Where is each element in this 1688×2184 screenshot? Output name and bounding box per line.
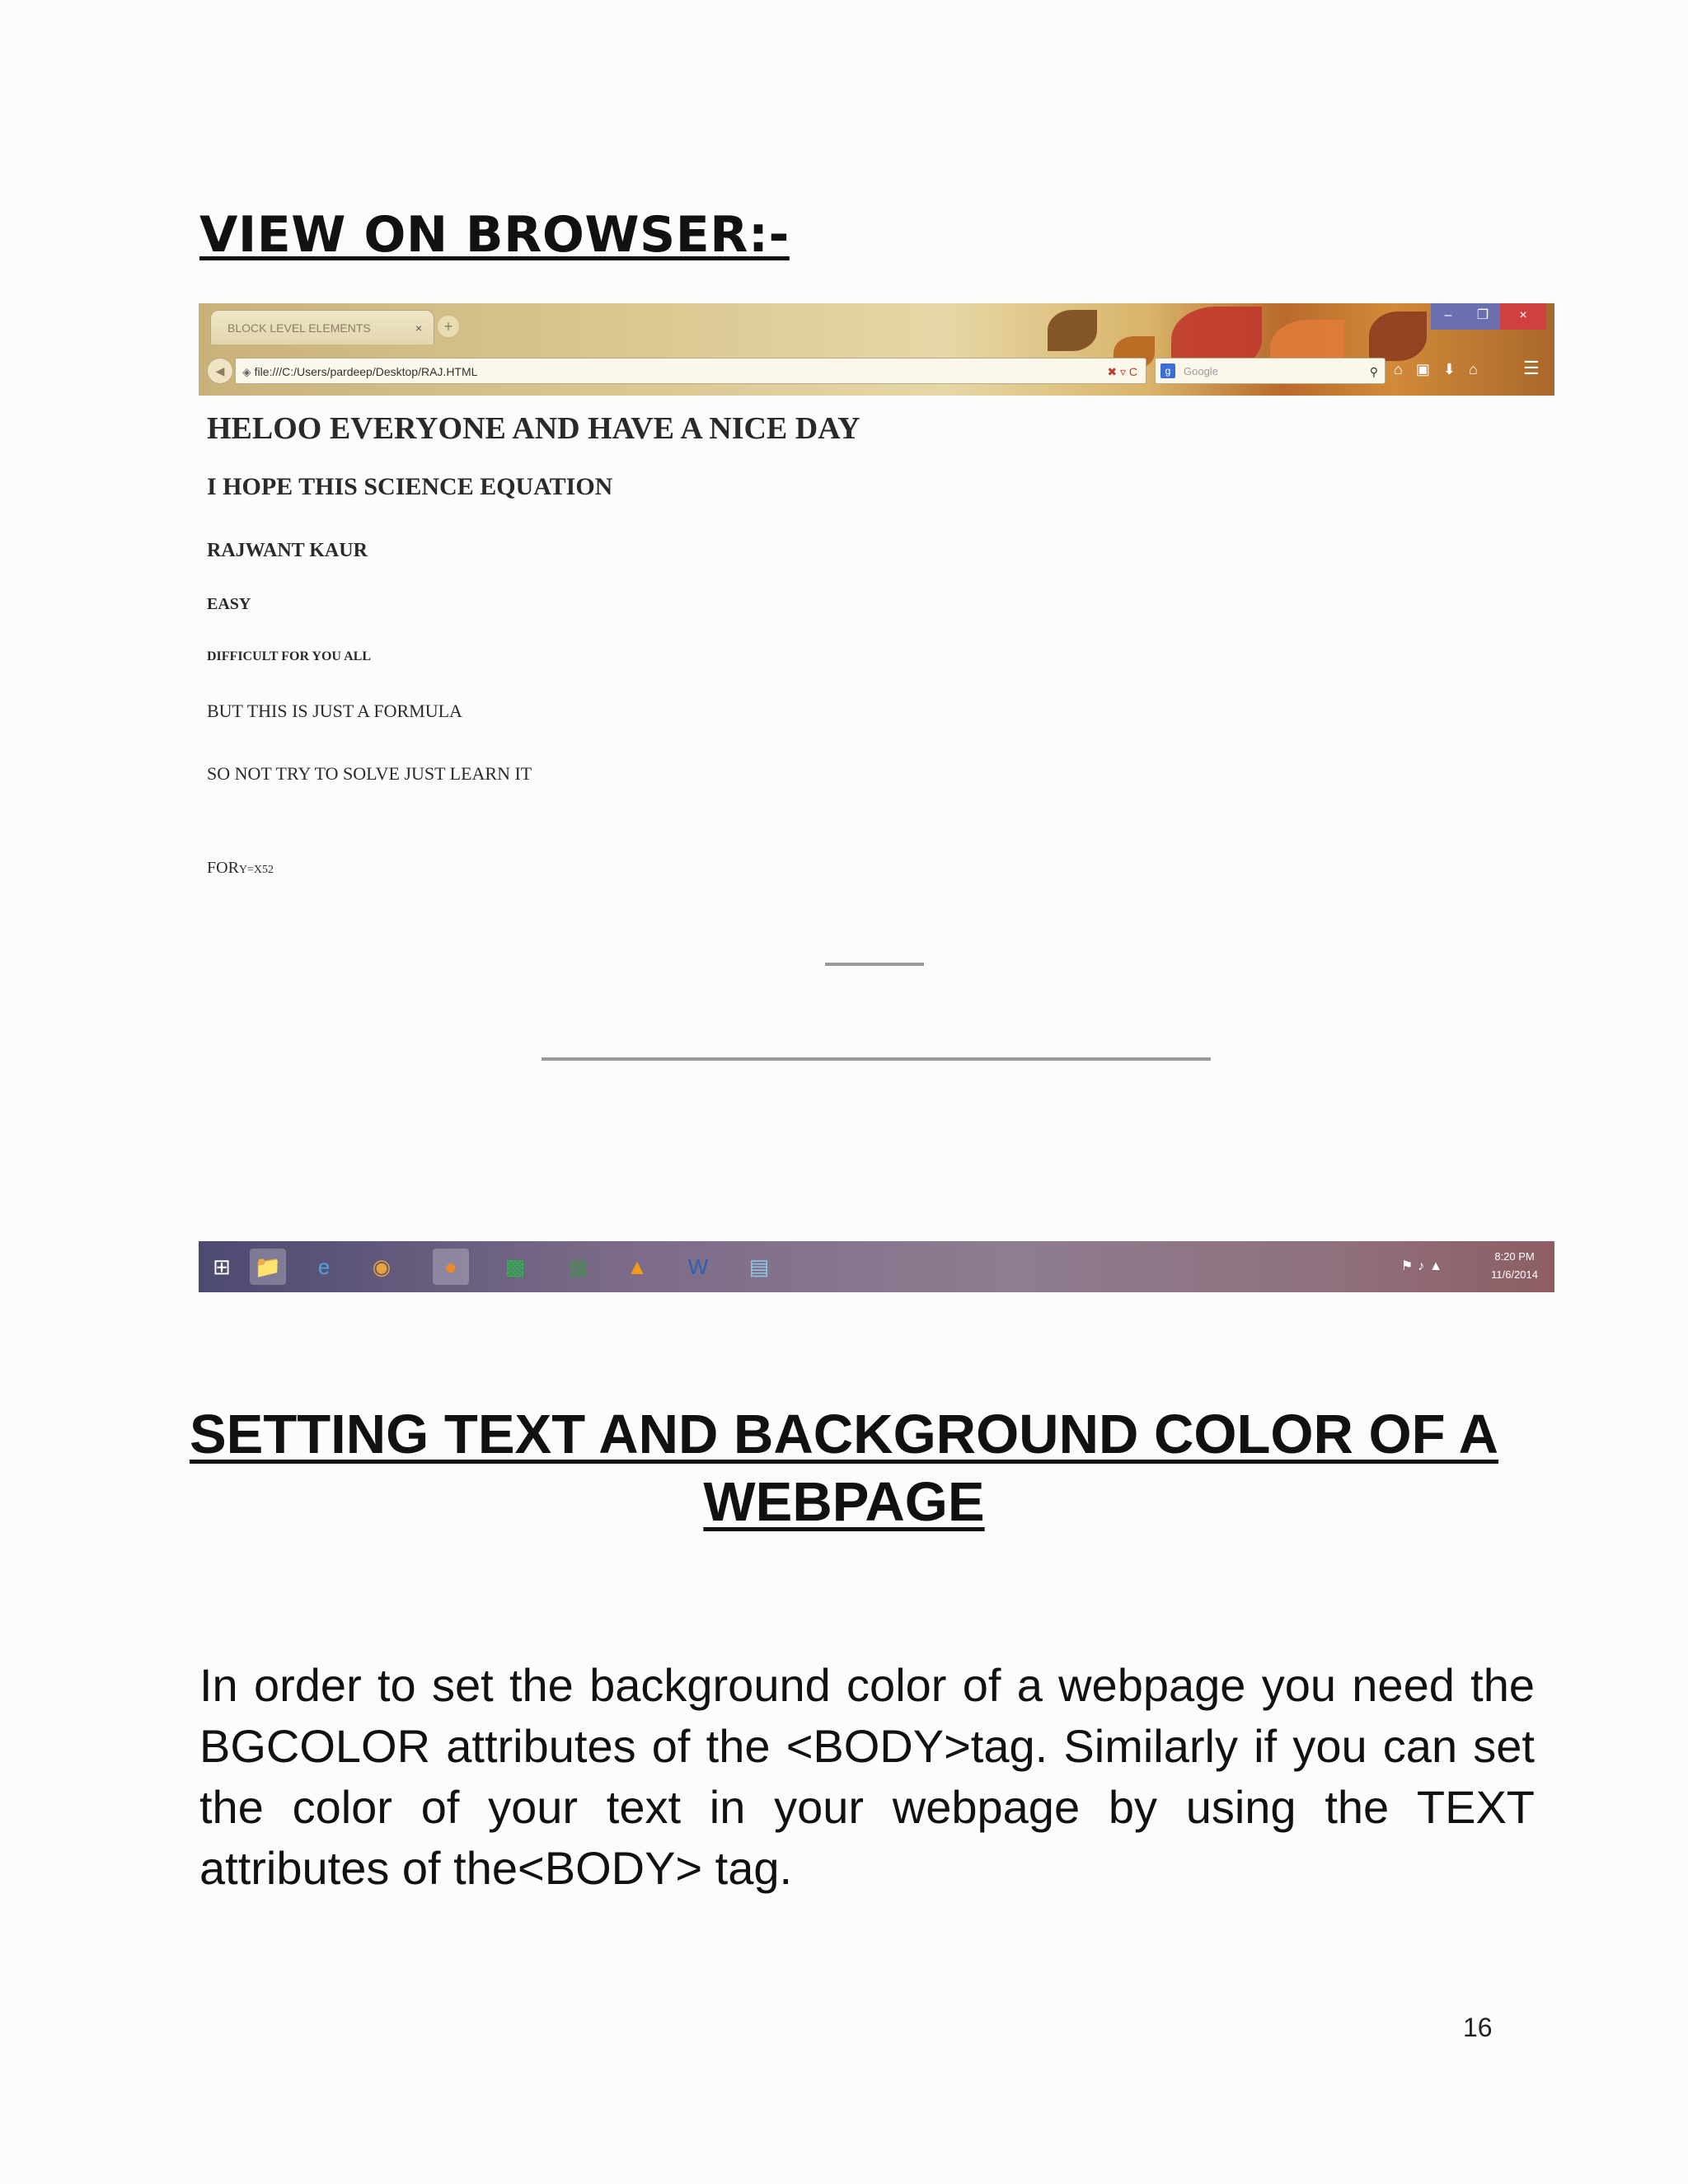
url-text: file:///C:/Users/pardeep/Desktop/RAJ.HTML: [254, 365, 478, 378]
formula-text: Y=X52: [238, 864, 274, 876]
browser-chrome: [199, 303, 1554, 396]
address-bar[interactable]: [235, 358, 1146, 384]
home-icon[interactable]: ⌂: [1394, 361, 1403, 377]
notepad-icon[interactable]: ▤: [748, 1254, 770, 1279]
browser-screenshot: [199, 303, 1554, 1292]
calculator-icon[interactable]: ▦: [567, 1254, 588, 1279]
clock-time: 8:20 PM: [1494, 1250, 1535, 1263]
minimize-button[interactable]: –: [1431, 303, 1465, 330]
toolbar-icons: [1394, 361, 1478, 378]
file-explorer-icon[interactable]: 📁: [250, 1249, 286, 1285]
horizontal-rule-short: [825, 963, 924, 966]
browser-tab[interactable]: [210, 310, 434, 344]
speaker-icon[interactable]: ♪: [1418, 1259, 1430, 1273]
section2-heading: SETTING TEXT AND BACKGROUND COLOR OF A WEBPAGE: [189, 1404, 1499, 1533]
content-line: RAJWANT KAUR: [207, 540, 368, 561]
tab-title: BLOCK LEVEL ELEMENTS: [227, 321, 371, 335]
firefox-icon[interactable]: ●: [433, 1249, 469, 1285]
windows-start-icon[interactable]: ⊞: [213, 1254, 231, 1279]
internet-explorer-icon[interactable]: e: [317, 1254, 331, 1279]
vlc-icon[interactable]: ▲: [626, 1254, 648, 1279]
content-line: EASY: [207, 595, 251, 613]
content-line: BUT THIS IS JUST A FORMULA: [207, 701, 462, 721]
bookmarks-icon[interactable]: ▣: [1415, 361, 1430, 377]
restore-button[interactable]: ❐: [1465, 303, 1500, 330]
leaf-decoration: [1048, 310, 1097, 351]
menu-icon[interactable]: ☰: [1523, 358, 1540, 378]
google-icon: g: [1160, 363, 1175, 378]
home-icon[interactable]: ⌂: [1468, 361, 1478, 377]
network-icon[interactable]: ▲: [1429, 1259, 1447, 1273]
formula-line: [207, 859, 274, 878]
navigation-bar: [199, 348, 1554, 396]
new-tab-button[interactable]: +: [438, 316, 459, 337]
content-line: I HOPE THIS SCIENCE EQUATION: [207, 473, 613, 500]
horizontal-rule-long: [542, 1057, 1211, 1061]
tab-close-icon[interactable]: ×: [415, 321, 422, 335]
page-icon: ◈: [242, 365, 251, 378]
close-button[interactable]: ×: [1500, 303, 1546, 330]
search-placeholder: Google: [1184, 365, 1218, 377]
body-paragraph: In order to set the background color of a webpage you need the BGCOLOR attributes of the <BODY>tag. Similarly if you can set the color of your text in your webpage by using the TEXT attributes of the<BODY> tag.: [199, 1659, 1535, 1894]
formula-prefix: FOR: [207, 859, 239, 877]
system-tray: [1401, 1258, 1447, 1274]
page-number: 16: [1463, 2013, 1493, 2042]
store-icon[interactable]: ▩: [504, 1254, 526, 1279]
section-heading: VIEW ON BROWSER:-: [199, 206, 790, 264]
chrome-icon[interactable]: ◉: [372, 1254, 392, 1279]
clock-date: 11/6/2014: [1491, 1268, 1538, 1281]
window-controls: [1431, 303, 1546, 333]
content-line: DIFFICULT FOR YOU ALL: [207, 649, 371, 663]
system-clock[interactable]: [1491, 1248, 1538, 1284]
search-icon[interactable]: ⚲: [1369, 365, 1378, 378]
search-input[interactable]: [1155, 358, 1386, 384]
page-content: [199, 396, 1554, 1220]
taskbar: [199, 1241, 1554, 1292]
content-line: SO NOT TRY TO SOLVE JUST LEARN IT: [207, 763, 532, 784]
content-line: HELOO EVERYONE AND HAVE A NICE DAY: [207, 411, 860, 446]
word-icon[interactable]: W: [687, 1254, 709, 1279]
url-bar-icons[interactable]: ✖ ▿ C: [1107, 365, 1137, 378]
download-icon[interactable]: ⬇: [1442, 361, 1456, 377]
back-arrow-icon[interactable]: ◀: [207, 358, 233, 384]
flag-icon[interactable]: ⚑: [1400, 1259, 1418, 1273]
